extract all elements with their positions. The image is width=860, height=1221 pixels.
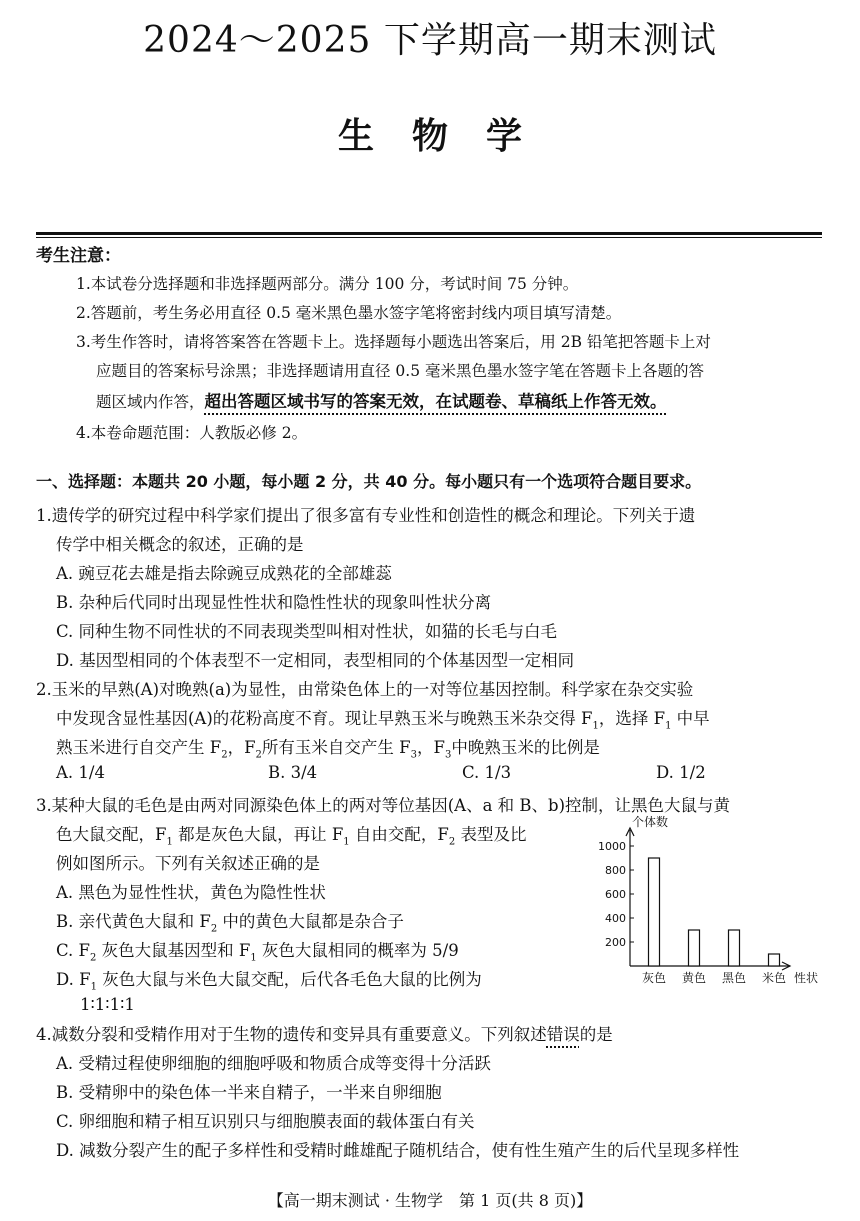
q1-stem-line1: 1.遗传学的研究过程中科学家们提出了很多富有专业性和创造性的概念和理论。下列关于遗: [36, 506, 696, 525]
q2-option-d: D. 1/2: [656, 763, 706, 782]
q1-option-c: C. 同种生物不同性状的不同表现类型叫相对性状，如猫的长毛与白毛: [56, 622, 558, 641]
section-heading: 一、选择题：本题共 20 小题，每小题 2 分，共 40 分。每小题只有一个选项符合题目要求。: [36, 472, 702, 491]
q3-option-c: C. $F_2$ 灰色大鼠基因型和 $F_1$ 灰色大鼠相同的概率为 5/9: [56, 941, 459, 964]
q2-option-a: A. 1/4: [56, 763, 105, 782]
x-tick-label: 米色: [761, 971, 787, 985]
y-tick-label: 800: [605, 864, 626, 877]
x-tick-label: 黑色: [721, 971, 747, 985]
page-footer: 【高一期末测试 · 生物学 第 1 页(共 8 页)】: [267, 1191, 593, 1210]
q4-emphasis: 错误: [546, 1025, 580, 1044]
divider-thick: [36, 232, 822, 235]
notice-item-line: [96, 388, 667, 412]
q2-stem-line2: 中发现含显性基因(A)的花粉高度不育。现让早熟玉米与晚熟玉米杂交得 $F_1$，选择 $F_1$ 中早: [56, 709, 710, 732]
x-axis-label: 性状: [794, 971, 819, 985]
q3-option-d-ratio: 1∶1∶1∶1: [80, 995, 135, 1014]
notice-heading: 考生注意：: [36, 246, 121, 266]
q4-option-a: A. 受精过程使卵细胞的细胞呼吸和物质合成等变得十分活跃: [56, 1054, 491, 1073]
q3-option-d: D. $F_1$ 灰色大鼠与米色大鼠交配，后代各毛色大鼠的比例为: [56, 970, 482, 993]
divider-thin: [36, 237, 822, 238]
y-tick-label: 1000: [598, 840, 626, 853]
q2-option-b: B. 3/4: [268, 763, 318, 782]
q4-option-b: B. 受精卵中的染色体一半来自精子，一半来自卵细胞: [56, 1083, 442, 1102]
notice-item: 1.本试卷分选择题和非选择题两部分。满分 100 分，考试时间 75 分钟。: [76, 275, 579, 293]
q2-stem-line3: 熟玉米进行自交产生 $F_2$，$F_2$所有玉米自交产生 $F_3$，$F_3$中晚熟玉米的比例是: [56, 738, 600, 761]
bar: [729, 930, 740, 966]
y-tick-label: 600: [605, 888, 626, 901]
phenotype-bar-chart: [590, 814, 830, 992]
y-axis-label: 个体数: [632, 815, 669, 829]
exam-title: 2024～2025 下学期高一期末测试: [143, 20, 717, 61]
x-tick-label: 灰色: [641, 971, 667, 985]
q1-option-b: B. 杂种后代同时出现显性性状和隐性性状的现象叫性状分离: [56, 593, 492, 612]
q4-stem-line1: 4.减数分裂和受精作用对于生物的遗传和变异具有重要意义。下列叙述错误的是: [36, 1025, 613, 1044]
bar: [649, 858, 660, 966]
q4-option-c: C. 卵细胞和精子相互识别只与细胞膜表面的载体蛋白有关: [56, 1112, 475, 1131]
q3-option-b: B. 亲代黄色大鼠和 $F_2$ 中的黄色大鼠都是杂合子: [56, 912, 404, 935]
notice-text: 题区域内作答，: [96, 393, 205, 411]
q1-option-a: A. 豌豆花去雄是指去除豌豆成熟花的全部雄蕊: [56, 564, 392, 583]
q4-option-d: D. 减数分裂产生的配子多样性和受精时雌雄配子随机结合，使有性生殖产生的后代呈现多样性: [56, 1141, 740, 1160]
notice-item: 4.本卷命题范围：人教版必修 2。: [76, 424, 308, 442]
y-tick-label: 400: [605, 912, 626, 925]
q3-stem-line2: 色大鼠交配，$F_1$ 都是灰色大鼠，再让 $F_1$ 自由交配，$F_2$ 表型及比: [56, 825, 527, 848]
q1-option-d: D. 基因型相同的个体表型不一定相同，表型相同的个体基因型一定相同: [56, 651, 575, 670]
q3-stem-line1: 3.某种大鼠的毛色是由两对同源染色体上的两对等位基因(A、a 和 B、b)控制，让黑色大鼠与黄: [36, 796, 731, 815]
q2-option-c: C. 1/3: [462, 763, 512, 782]
q1-stem-line2: 传学中相关概念的叙述，正确的是: [56, 535, 304, 554]
subject-title: 生物学: [337, 116, 560, 157]
notice-item: 2.答题前，考生务必用直径 0.5 毫米黑色墨水签字笔将密封线内项目填写清楚。: [76, 304, 622, 322]
notice-item: 3.考生作答时，请将答案答在答题卡上。选择题每小题选出答案后，用 2B 铅笔把答题卡上对: [76, 333, 711, 351]
bar: [769, 954, 780, 966]
x-tick-label: 黄色: [681, 971, 707, 985]
y-tick-label: 200: [605, 936, 626, 949]
notice-item: 应题目的答案标号涂黑；非选择题请用直径 0.5 毫米黑色墨水签字笔在答题卡上各题的答: [96, 362, 705, 380]
q3-stem-line3: 例如图所示。下列有关叙述正确的是: [56, 854, 320, 873]
q2-stem-line1: 2.玉米的早熟(A)对晚熟(a)为显性，由常染色体上的一对等位基因控制。科学家在杂交实验: [36, 680, 694, 699]
bar: [689, 930, 700, 966]
q3-option-a: A. 黑色为显性性状，黄色为隐性性状: [56, 883, 326, 902]
notice-emphasis: 超出答题区域书写的答案无效，在试题卷、草稿纸上作答无效。: [204, 392, 667, 411]
